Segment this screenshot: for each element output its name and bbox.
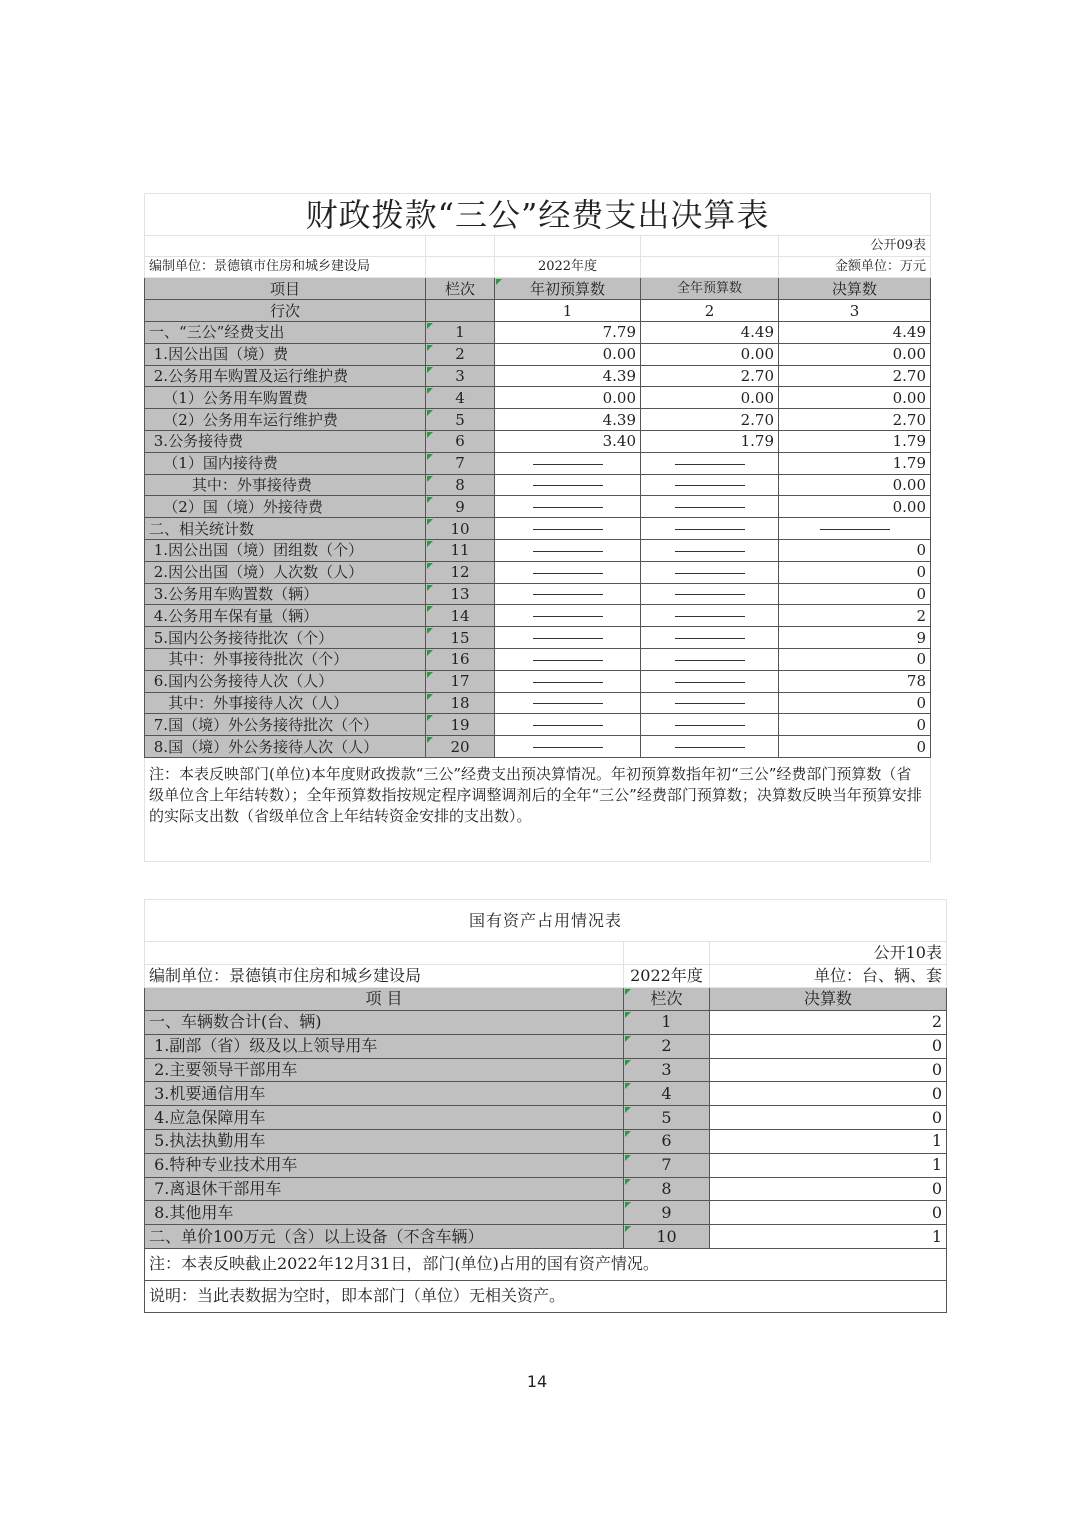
- row-col-num: 6: [426, 430, 495, 452]
- row-initial-budget: 7.79: [495, 322, 641, 344]
- row-final: 2.70: [779, 409, 931, 431]
- row-item: （2）国（境）外接待费: [145, 496, 426, 518]
- table2-unit: 编制单位：景德镇市住房和城乡建设局: [145, 965, 624, 988]
- row-final: 0: [710, 1058, 947, 1082]
- row-full-budget: [641, 692, 779, 714]
- table1-header-initial-budget: 年初预算数: [495, 278, 641, 300]
- row-item: 一、“三公”经费支出: [145, 322, 426, 344]
- table2-header-item: 项 目: [145, 988, 624, 1011]
- table2-header-col: 栏次: [624, 988, 710, 1011]
- row-final: 0: [779, 583, 931, 605]
- dash-placeholder: [533, 725, 603, 726]
- table1-year: 2022年度: [495, 257, 641, 278]
- table-row: [145, 605, 931, 627]
- table-row: [145, 518, 931, 540]
- row-full-budget: 1.79: [641, 430, 779, 452]
- row-initial-budget: [495, 561, 641, 583]
- row-initial-budget: [495, 736, 641, 758]
- table-row: [145, 714, 931, 736]
- row-col-num: 5: [624, 1106, 710, 1130]
- table1-header-col: 栏次: [426, 278, 495, 300]
- row-final: 0: [779, 736, 931, 758]
- table-row: [145, 692, 931, 714]
- row-col-num: 4: [624, 1082, 710, 1106]
- dash-placeholder: [675, 703, 745, 704]
- row-col-num: 7: [624, 1153, 710, 1177]
- row-final: 0: [710, 1034, 947, 1058]
- row-full-budget: [641, 714, 779, 736]
- row-item: 一、车辆数合计(台、辆): [145, 1011, 624, 1035]
- dash-placeholder: [533, 682, 603, 683]
- row-full-budget: [641, 605, 779, 627]
- row-final: 4.49: [779, 322, 931, 344]
- row-item: 5.国内公务接待批次（个）: [145, 627, 426, 649]
- row-final: 0: [779, 539, 931, 561]
- row-final: 1: [710, 1129, 947, 1153]
- table-row: [145, 322, 931, 344]
- row-item: 2.主要领导干部用车: [145, 1058, 624, 1082]
- table-row: [145, 365, 931, 387]
- row-full-budget: [641, 736, 779, 758]
- row-full-budget: [641, 474, 779, 496]
- row-col-num: 10: [624, 1225, 710, 1249]
- row-initial-budget: [495, 670, 641, 692]
- row-col-num: 8: [426, 474, 495, 496]
- dash-placeholder: [675, 485, 745, 486]
- row-col-num: 13: [426, 583, 495, 605]
- page-number: 14: [526, 1372, 548, 1391]
- row-final: [779, 518, 931, 540]
- row-final: 0.00: [779, 474, 931, 496]
- table2-header-final: 决算数: [710, 988, 947, 1011]
- row-final: 1: [710, 1225, 947, 1249]
- table-row: [145, 648, 931, 670]
- row-col-num: 5: [426, 409, 495, 431]
- row-col-num: 19: [426, 714, 495, 736]
- table-row: [145, 496, 931, 518]
- row-initial-budget: 0.00: [495, 343, 641, 365]
- row-final: 0: [710, 1106, 947, 1130]
- row-full-budget: [641, 496, 779, 518]
- table-row: [145, 343, 931, 365]
- dash-placeholder: [533, 464, 603, 465]
- row-final: 0: [710, 1177, 947, 1201]
- row-item: （2）公务用车运行维护费: [145, 409, 426, 431]
- table1-row-label: 行次: [145, 300, 426, 322]
- row-item: 3.机要通信用车: [145, 1082, 624, 1106]
- dash-placeholder: [533, 529, 603, 530]
- table2-amount-unit: 单位：台、辆、套: [710, 965, 947, 988]
- dash-placeholder: [675, 594, 745, 595]
- table1-amount-unit: 金额单位：万元: [779, 257, 931, 278]
- row-col-num: 17: [426, 670, 495, 692]
- table2-note: 注：本表反映截止2022年12月31日，部门(单位)占用的国有资产情况。: [145, 1248, 947, 1280]
- table-row: [145, 1153, 947, 1177]
- dash-placeholder: [675, 573, 745, 574]
- row-full-budget: [641, 648, 779, 670]
- dash-placeholder: [675, 682, 745, 683]
- dash-placeholder: [675, 638, 745, 639]
- table1-note: 注：本表反映部门(单位)本年度财政拨款“三公”经费支出预决算情况。年初预算数指年初“三公”经费部门预算数（省级单位含上年结转数）；全年预算数指按规定程序调整调剂后的全年“三公”经费部门预算数；决算数反映当年预算安排的实际支出数（省级单位含上年结转资金安排的支出数）。: [145, 757, 931, 861]
- row-item: （1）公务用车购置费: [145, 387, 426, 409]
- table2-form-no: 公开10表: [710, 942, 947, 965]
- row-item: 2.公务用车购置及运行维护费: [145, 365, 426, 387]
- row-col-num: 11: [426, 539, 495, 561]
- row-col-num: 9: [426, 496, 495, 518]
- row-item: 8.其他用车: [145, 1201, 624, 1225]
- table2-description: 说明：当此表数据为空时，即本部门（单位）无相关资产。: [145, 1280, 947, 1312]
- row-item: 二、相关统计数: [145, 518, 426, 540]
- row-initial-budget: [495, 627, 641, 649]
- row-item: 1.副部（省）级及以上领导用车: [145, 1034, 624, 1058]
- row-full-budget: [641, 561, 779, 583]
- row-initial-budget: [495, 452, 641, 474]
- table2-year: 2022年度: [624, 965, 710, 988]
- dash-placeholder: [675, 747, 745, 748]
- row-full-budget: [641, 670, 779, 692]
- row-final: 0: [779, 714, 931, 736]
- row-item: 7.离退休干部用车: [145, 1177, 624, 1201]
- row-item: 6.特种专业技术用车: [145, 1153, 624, 1177]
- row-item: 1.因公出国（境）费: [145, 343, 426, 365]
- dash-placeholder: [675, 616, 745, 617]
- row-item: 二、单价100万元（含）以上设备（不含车辆）: [145, 1225, 624, 1249]
- table-row: [145, 1225, 947, 1249]
- row-final: 1: [710, 1153, 947, 1177]
- row-full-budget: [641, 583, 779, 605]
- table-row: [145, 736, 931, 758]
- row-col-num: 20: [426, 736, 495, 758]
- row-final: 0: [779, 561, 931, 583]
- row-final: 78: [779, 670, 931, 692]
- table1-col-num: 2: [641, 300, 779, 322]
- row-initial-budget: [495, 648, 641, 670]
- row-item: 其中：外事接待批次（个）: [145, 648, 426, 670]
- row-full-budget: 2.70: [641, 409, 779, 431]
- dash-placeholder: [675, 507, 745, 508]
- row-col-num: 9: [624, 1201, 710, 1225]
- table-row: [145, 583, 931, 605]
- table1-unit: 编制单位：景德镇市住房和城乡建设局: [145, 257, 426, 278]
- row-initial-budget: 4.39: [495, 409, 641, 431]
- row-initial-budget: [495, 496, 641, 518]
- row-col-num: 4: [426, 387, 495, 409]
- table-row: [145, 1082, 947, 1106]
- dash-placeholder: [533, 660, 603, 661]
- table-row: [145, 1201, 947, 1225]
- row-item: 3.公务接待费: [145, 430, 426, 452]
- table-state-assets-grid: [144, 899, 947, 1313]
- row-col-num: 12: [426, 561, 495, 583]
- row-col-num: 3: [624, 1058, 710, 1082]
- table1-col-num: 3: [779, 300, 931, 322]
- row-col-num: 3: [426, 365, 495, 387]
- row-item: （1）国内接待费: [145, 452, 426, 474]
- dash-placeholder: [533, 703, 603, 704]
- row-full-budget: 0.00: [641, 343, 779, 365]
- row-full-budget: [641, 518, 779, 540]
- table-row: [145, 474, 931, 496]
- row-item: 4.公务用车保有量（辆）: [145, 605, 426, 627]
- row-initial-budget: [495, 692, 641, 714]
- table1-header-item: 项目: [145, 278, 426, 300]
- row-initial-budget: [495, 714, 641, 736]
- row-initial-budget: 0.00: [495, 387, 641, 409]
- row-initial-budget: [495, 518, 641, 540]
- table-three-public-grid: [144, 193, 931, 862]
- row-col-num: 1: [624, 1011, 710, 1035]
- row-final: 9: [779, 627, 931, 649]
- row-col-num: 10: [426, 518, 495, 540]
- row-item: 5.执法执勤用车: [145, 1129, 624, 1153]
- row-initial-budget: [495, 539, 641, 561]
- table-row: [145, 561, 931, 583]
- row-item: 7.国（境）外公务接待批次（个）: [145, 714, 426, 736]
- row-full-budget: [641, 627, 779, 649]
- row-initial-budget: [495, 474, 641, 496]
- dash-placeholder: [675, 660, 745, 661]
- row-col-num: 16: [426, 648, 495, 670]
- dash-placeholder: [533, 573, 603, 574]
- table-row: [145, 409, 931, 431]
- table1-header-full-budget: 全年预算数: [641, 278, 779, 300]
- row-col-num: 2: [624, 1034, 710, 1058]
- table-row: [145, 430, 931, 452]
- row-col-num: 6: [624, 1129, 710, 1153]
- dash-placeholder: [533, 638, 603, 639]
- dash-placeholder: [533, 551, 603, 552]
- row-final: 0: [710, 1201, 947, 1225]
- dash-placeholder: [675, 529, 745, 530]
- row-full-budget: 0.00: [641, 387, 779, 409]
- row-initial-budget: 3.40: [495, 430, 641, 452]
- row-final: 1.79: [779, 430, 931, 452]
- row-initial-budget: [495, 605, 641, 627]
- dash-placeholder: [533, 747, 603, 748]
- row-final: 0: [779, 692, 931, 714]
- row-item: 其中：外事接待费: [145, 474, 426, 496]
- table-row: [145, 1106, 947, 1130]
- table1-form-no: 公开09表: [779, 236, 931, 257]
- row-full-budget: 2.70: [641, 365, 779, 387]
- table-row: [145, 670, 931, 692]
- row-final: 0.00: [779, 387, 931, 409]
- dash-placeholder: [533, 594, 603, 595]
- row-col-num: 8: [624, 1177, 710, 1201]
- table1-header-final: 决算数: [779, 278, 931, 300]
- row-item: 4.应急保障用车: [145, 1106, 624, 1130]
- row-final: 0.00: [779, 496, 931, 518]
- row-final: 0: [710, 1082, 947, 1106]
- row-final: 2: [710, 1011, 947, 1035]
- table-row: [145, 627, 931, 649]
- row-col-num: 15: [426, 627, 495, 649]
- row-final: 0: [779, 648, 931, 670]
- row-full-budget: 4.49: [641, 322, 779, 344]
- dash-placeholder: [675, 725, 745, 726]
- row-final: 0.00: [779, 343, 931, 365]
- row-item: 1.因公出国（境）团组数（个）: [145, 539, 426, 561]
- row-col-num: 7: [426, 452, 495, 474]
- row-full-budget: [641, 539, 779, 561]
- row-item: 2.因公出国（境）人次数（人）: [145, 561, 426, 583]
- table1-col-num: 1: [495, 300, 641, 322]
- row-initial-budget: 4.39: [495, 365, 641, 387]
- row-final: 2: [779, 605, 931, 627]
- table-row: [145, 1129, 947, 1153]
- row-col-num: 2: [426, 343, 495, 365]
- dash-placeholder: [533, 485, 603, 486]
- table1-title: 财政拨款“三公”经费支出决算表: [145, 194, 931, 236]
- dash-placeholder: [675, 464, 745, 465]
- dash-placeholder: [820, 529, 890, 530]
- table-three-public-expenses: [144, 193, 931, 862]
- row-item: 6.国内公务接待人次（人）: [145, 670, 426, 692]
- row-col-num: 18: [426, 692, 495, 714]
- row-item: 3.公务用车购置数（辆）: [145, 583, 426, 605]
- row-col-num: 1: [426, 322, 495, 344]
- table-row: [145, 539, 931, 561]
- row-initial-budget: [495, 583, 641, 605]
- table-row: [145, 387, 931, 409]
- row-item: 8.国（境）外公务接待人次（人）: [145, 736, 426, 758]
- row-full-budget: [641, 452, 779, 474]
- row-col-num: 14: [426, 605, 495, 627]
- row-final: 1.79: [779, 452, 931, 474]
- row-final: 2.70: [779, 365, 931, 387]
- row-item: 其中：外事接待人次（人）: [145, 692, 426, 714]
- table-row: [145, 1034, 947, 1058]
- table2-title: 国有资产占用情况表: [145, 900, 947, 942]
- dash-placeholder: [675, 551, 745, 552]
- table-state-assets: [144, 899, 947, 1313]
- table-row: [145, 1177, 947, 1201]
- table-row: [145, 1058, 947, 1082]
- table-row: [145, 1011, 947, 1035]
- dash-placeholder: [533, 507, 603, 508]
- dash-placeholder: [533, 616, 603, 617]
- table-row: [145, 452, 931, 474]
